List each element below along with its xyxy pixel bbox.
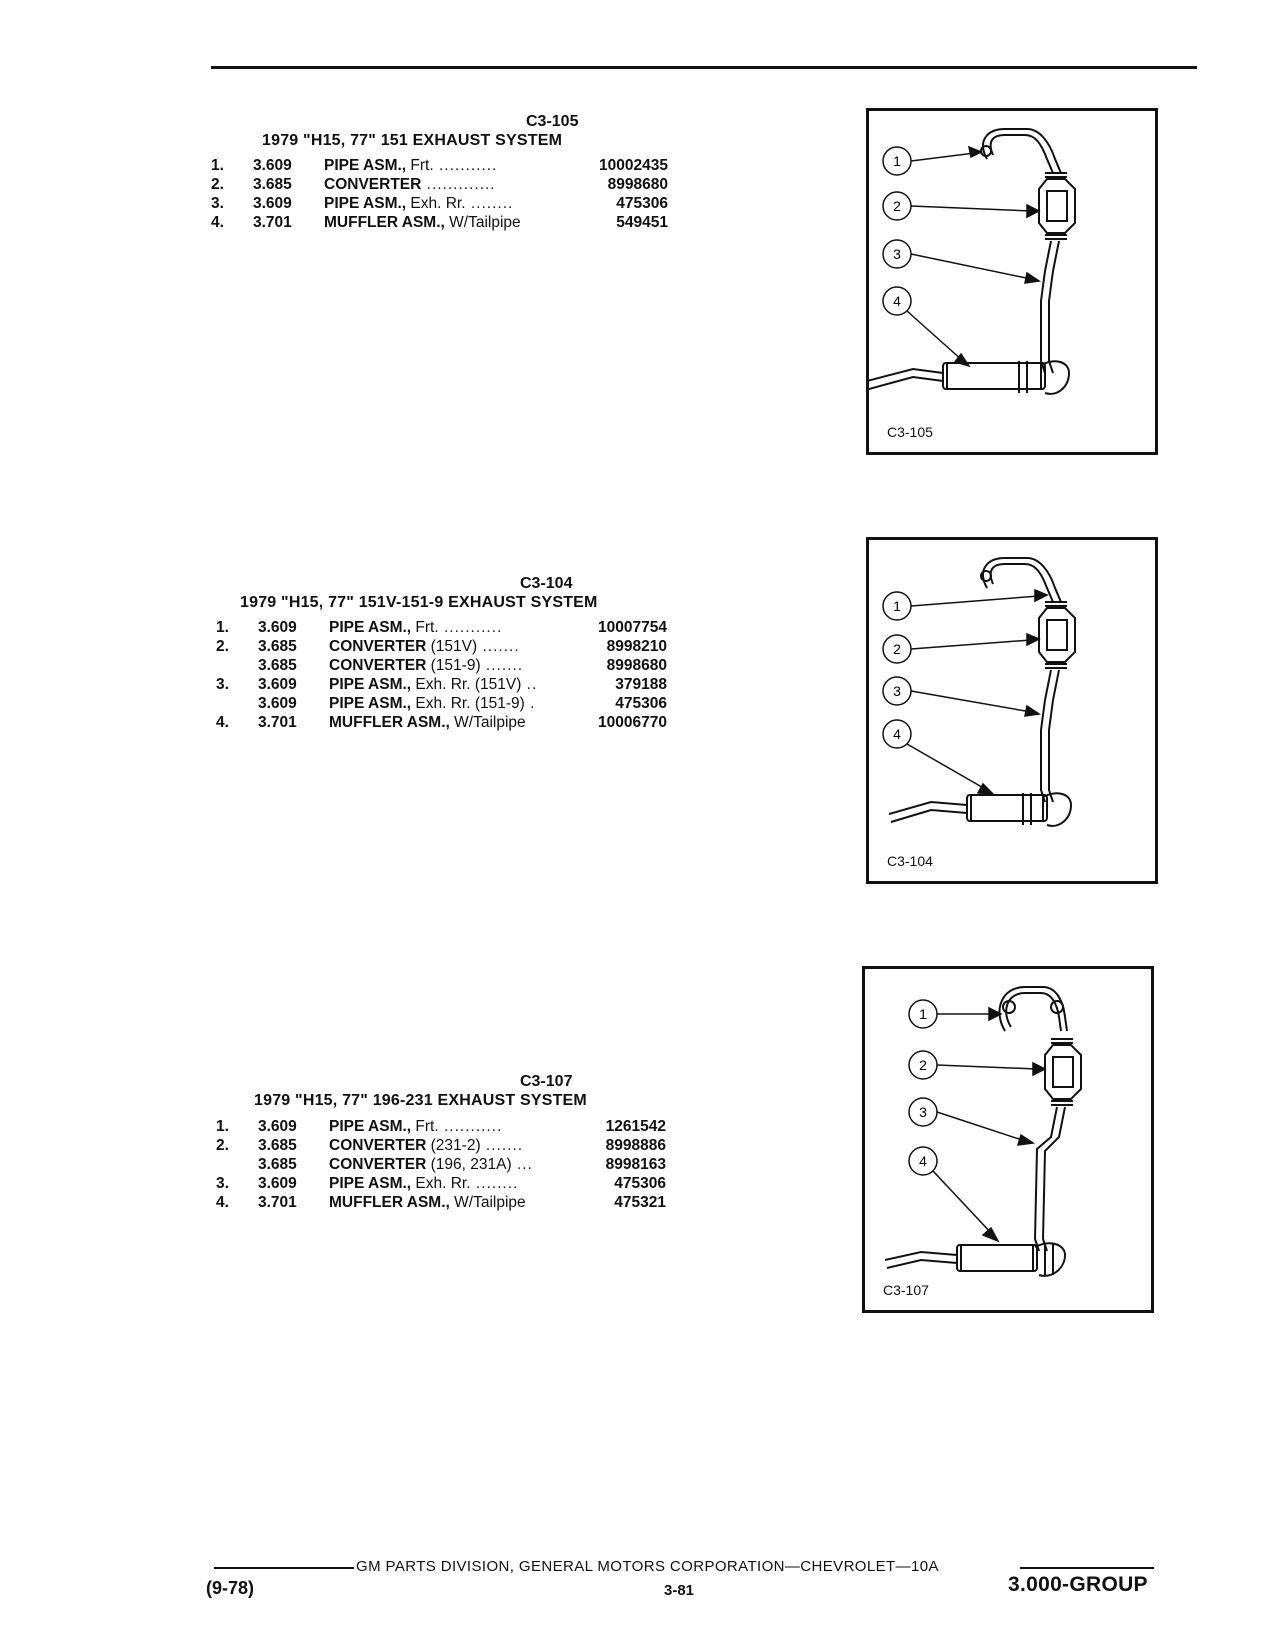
part-row xyxy=(216,1174,666,1193)
callout-label: 4 xyxy=(893,293,901,309)
part-desc: (196, 231A) xyxy=(426,1156,512,1173)
part-name: PIPE ASM., xyxy=(329,1175,412,1192)
part-name: CONVERTER xyxy=(324,176,422,193)
top-rule xyxy=(211,66,1197,69)
exhaust-diagram xyxy=(866,537,1158,884)
part-name: MUFFLER ASM., xyxy=(329,714,450,731)
item-number: 2. xyxy=(216,638,229,655)
dot-leader: .. xyxy=(521,676,538,693)
dot-leader: ............. xyxy=(421,176,496,193)
part-row xyxy=(211,175,668,194)
part-name: CONVERTER xyxy=(329,657,427,674)
part-row xyxy=(211,194,668,213)
dot-leader: ....... xyxy=(477,638,520,655)
callout-label: 2 xyxy=(893,641,901,657)
group-number: 3.685 xyxy=(258,1137,297,1154)
part-desc: Exh. Rr. xyxy=(406,195,466,212)
dot-leader: ........ xyxy=(465,195,514,212)
dot-leader: ....... xyxy=(480,657,524,674)
publisher-line: GM PARTS DIVISION, GENERAL MOTORS CORPORATION—CHEVROLET—10A xyxy=(356,1558,939,1575)
part-number: 8998680 xyxy=(607,176,668,193)
group-number: 3.701 xyxy=(258,1194,297,1211)
section-title: 1979 "H15, 77" 151 EXHAUST SYSTEM xyxy=(262,132,563,149)
exhaust-illustration xyxy=(869,111,1161,458)
parts-list xyxy=(216,1117,666,1212)
part-desc: Exh. Rr. (151V) xyxy=(411,676,522,693)
part-row xyxy=(211,213,668,232)
part-name: PIPE ASM., xyxy=(324,195,407,212)
group-number: 3.609 xyxy=(258,676,297,693)
part-name: MUFFLER ASM., xyxy=(324,214,445,231)
part-desc: W/Tailpipe xyxy=(449,714,526,731)
part-desc: W/Tailpipe xyxy=(444,214,521,231)
dot-leader: ........... xyxy=(433,157,498,174)
dot-leader: ... xyxy=(511,1156,533,1173)
figure-caption: C3-105 xyxy=(887,424,933,440)
figure-caption: C3-107 xyxy=(883,1282,929,1298)
part-number: 8998886 xyxy=(605,1137,666,1154)
part-name: PIPE ASM., xyxy=(329,619,412,636)
figure-caption: C3-104 xyxy=(887,853,933,869)
part-desc: Frt. xyxy=(411,1118,439,1135)
item-number: 4. xyxy=(216,1194,229,1211)
item-number: 2. xyxy=(211,176,224,193)
parts-list xyxy=(211,156,668,232)
part-row xyxy=(216,656,667,675)
part-desc: (231-2) xyxy=(426,1137,481,1154)
part-row xyxy=(211,156,668,175)
item-number: 1. xyxy=(211,157,224,174)
page-number: 3-81 xyxy=(664,1582,695,1599)
part-name: PIPE ASM., xyxy=(329,695,412,712)
part-name: CONVERTER xyxy=(329,638,427,655)
dot-leader: ........... xyxy=(438,619,503,636)
part-number: 8998680 xyxy=(606,657,667,674)
callout-label: 4 xyxy=(893,726,901,742)
part-row xyxy=(216,1117,666,1136)
part-row xyxy=(216,694,667,713)
footer-rule-left xyxy=(214,1567,354,1569)
part-name: PIPE ASM., xyxy=(329,676,412,693)
part-number: 10002435 xyxy=(599,157,668,174)
dot-leader: ........... xyxy=(438,1118,503,1135)
callout-label: 2 xyxy=(919,1057,927,1073)
part-name: CONVERTER xyxy=(329,1137,427,1154)
part-row xyxy=(216,1155,666,1174)
group-number: 3.609 xyxy=(258,1118,297,1135)
dot-leader: ....... xyxy=(480,1137,524,1154)
group-label: 3.000-GROUP xyxy=(1008,1573,1148,1596)
parts-list xyxy=(216,618,667,732)
part-name: PIPE ASM., xyxy=(324,157,407,174)
revision-date: (9-78) xyxy=(206,1578,255,1598)
footer-rule-right xyxy=(1020,1567,1154,1569)
dot-leader: . xyxy=(524,695,536,712)
part-desc: Exh. Rr. xyxy=(411,1175,471,1192)
item-number: 1. xyxy=(216,619,229,636)
part-number: 549451 xyxy=(616,214,668,231)
part-row xyxy=(216,1136,666,1155)
group-number: 3.609 xyxy=(258,695,297,712)
part-name: CONVERTER xyxy=(329,1156,427,1173)
part-number: 475306 xyxy=(614,1175,666,1192)
callout-label: 1 xyxy=(893,598,901,614)
group-number: 3.685 xyxy=(258,1156,297,1173)
part-number: 10007754 xyxy=(598,619,667,636)
section-title: 1979 "H15, 77" 196-231 EXHAUST SYSTEM xyxy=(254,1092,587,1109)
part-row xyxy=(216,675,667,694)
group-number: 3.701 xyxy=(258,714,297,731)
group-number: 3.685 xyxy=(253,176,292,193)
section-code: C3-104 xyxy=(520,575,573,592)
part-desc: Frt. xyxy=(406,157,434,174)
part-number: 379188 xyxy=(615,676,667,693)
callout-label: 3 xyxy=(893,683,901,699)
callout-label: 3 xyxy=(919,1104,927,1120)
part-desc: (151V) xyxy=(426,638,478,655)
part-desc: (151-9) xyxy=(426,657,481,674)
part-number: 1261542 xyxy=(605,1118,666,1135)
exhaust-diagram xyxy=(862,966,1154,1313)
section-title: 1979 "H15, 77" 151V-151-9 EXHAUST SYSTEM xyxy=(240,594,598,611)
item-number: 3. xyxy=(211,195,224,212)
item-number: 1. xyxy=(216,1118,229,1135)
part-number: 8998210 xyxy=(606,638,667,655)
item-number: 3. xyxy=(216,676,229,693)
part-number: 8998163 xyxy=(605,1156,666,1173)
part-row xyxy=(216,1193,666,1212)
part-desc: Exh. Rr. (151-9) xyxy=(411,695,525,712)
exhaust-illustration xyxy=(869,540,1161,887)
part-number: 475306 xyxy=(615,695,667,712)
part-number: 475321 xyxy=(614,1194,666,1211)
part-number: 475306 xyxy=(616,195,668,212)
group-number: 3.609 xyxy=(258,1175,297,1192)
part-name: PIPE ASM., xyxy=(329,1118,412,1135)
part-row xyxy=(216,637,667,656)
callout-label: 3 xyxy=(893,246,901,262)
part-row xyxy=(216,713,667,732)
section-code: C3-107 xyxy=(520,1073,573,1090)
item-number: 3. xyxy=(216,1175,229,1192)
part-desc: W/Tailpipe xyxy=(449,1194,526,1211)
group-number: 3.701 xyxy=(253,214,292,231)
item-number: 2. xyxy=(216,1137,229,1154)
dot-leader: ........ xyxy=(470,1175,519,1192)
item-number: 4. xyxy=(211,214,224,231)
part-row xyxy=(216,618,667,637)
part-number: 10006770 xyxy=(598,714,667,731)
group-number: 3.609 xyxy=(253,157,292,174)
exhaust-illustration xyxy=(865,969,1157,1316)
group-number: 3.685 xyxy=(258,638,297,655)
callout-label: 1 xyxy=(919,1006,927,1022)
part-name: MUFFLER ASM., xyxy=(329,1194,450,1211)
group-number: 3.609 xyxy=(253,195,292,212)
section-code: C3-105 xyxy=(526,113,579,130)
group-number: 3.609 xyxy=(258,619,297,636)
group-number: 3.685 xyxy=(258,657,297,674)
callout-label: 4 xyxy=(919,1153,927,1169)
item-number: 4. xyxy=(216,714,229,731)
exhaust-diagram xyxy=(866,108,1158,455)
callout-label: 1 xyxy=(893,153,901,169)
callout-label: 2 xyxy=(893,198,901,214)
part-desc: Frt. xyxy=(411,619,439,636)
